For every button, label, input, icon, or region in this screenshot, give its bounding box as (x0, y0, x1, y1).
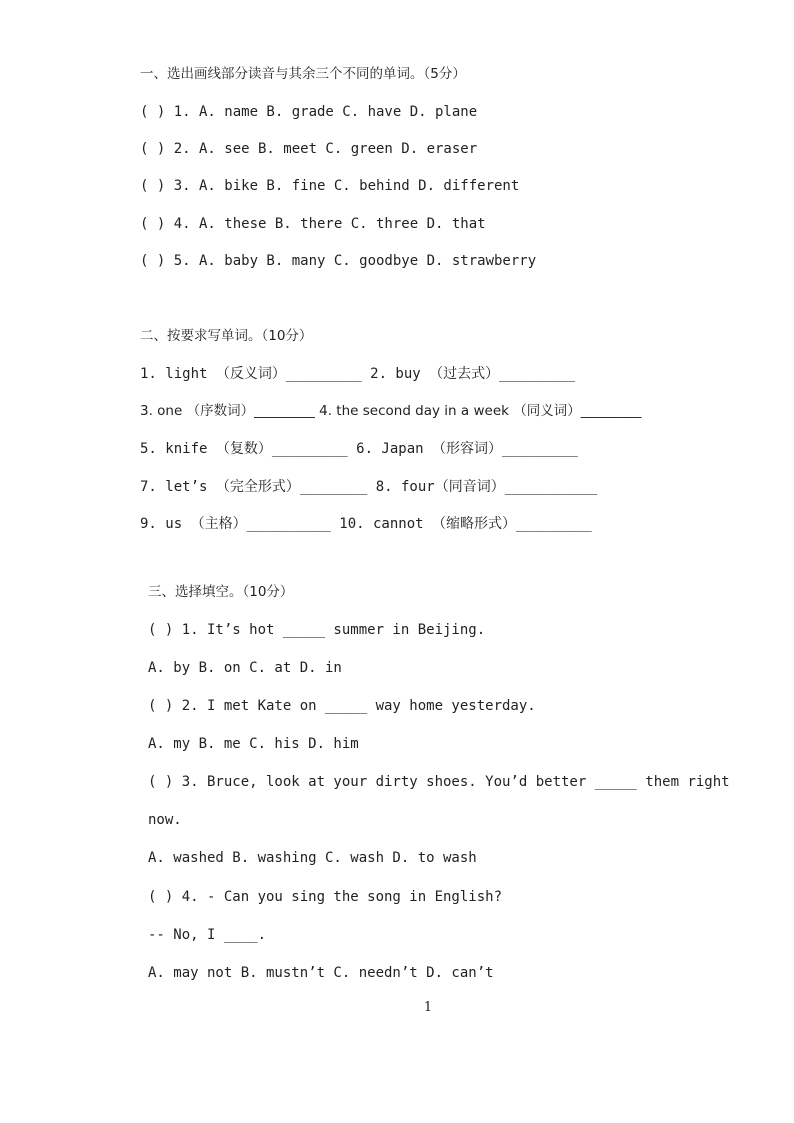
section3-q3: ( ) 3. Bruce, look at your dirty shoes. You’d better _____ them right (148, 774, 730, 790)
section1-item-1: ( ) 1. A. name B. grade C. have D. plane (140, 104, 478, 120)
section2-item-1: 1. light （反义词）_________ 2. buy （过去式）_________ (140, 366, 576, 382)
page-number: 1 (423, 1000, 433, 1015)
section3-q1: ( ) 1. It’s hot _____ summer in Beijing. (148, 622, 486, 638)
section3-title: 三、选择填空。（10分） (148, 584, 294, 600)
section1-title: 一、选出画线部分读音与其余三个不同的单词。（5分） (140, 66, 466, 82)
section1-item-5: ( ) 5. A. baby B. many C. goodbye D. strawberry (140, 253, 537, 269)
section3-q2: ( ) 2. I met Kate on _____ way home yesterday. (148, 698, 536, 714)
section3-q2-options: A. my B. me C. his D. him (148, 736, 359, 752)
section3-q4: ( ) 4. - Can you sing the song in English? (148, 889, 503, 905)
section3-q3-continued: now. (148, 812, 182, 828)
section2-item-3: 5. knife （复数）_________ 6. Japan （形容词）_________ (140, 441, 578, 457)
section1-item-3: ( ) 3. A. bike B. fine C. behind D. different (140, 178, 520, 194)
section2-item-5: 9. us （主格）__________ 10. cannot （缩略形式）_________ (140, 516, 592, 532)
section1-item-2: ( ) 2. A. see B. meet C. green D. eraser (140, 141, 478, 157)
section3-q4-options: A. may not B. mustn’t C. needn’t D. can’t (148, 965, 494, 981)
section3-q3-options: A. washed B. washing C. wash D. to wash (148, 850, 477, 866)
section2-item-2: 3. one （序数词）_________ 4. the second day in a week （同义词）_________ (140, 403, 642, 419)
section3-q4-answer: -- No, I ____. (148, 927, 267, 943)
section3-q1-options: A. by B. on C. at D. in (148, 660, 342, 676)
section2-title: 二、按要求写单词。（10分） (140, 328, 313, 344)
section2-item-4: 7. let’s （完全形式）________ 8. four（同音词）___________ (140, 479, 598, 495)
section1-item-4: ( ) 4. A. these B. there C. three D. that (140, 216, 486, 232)
